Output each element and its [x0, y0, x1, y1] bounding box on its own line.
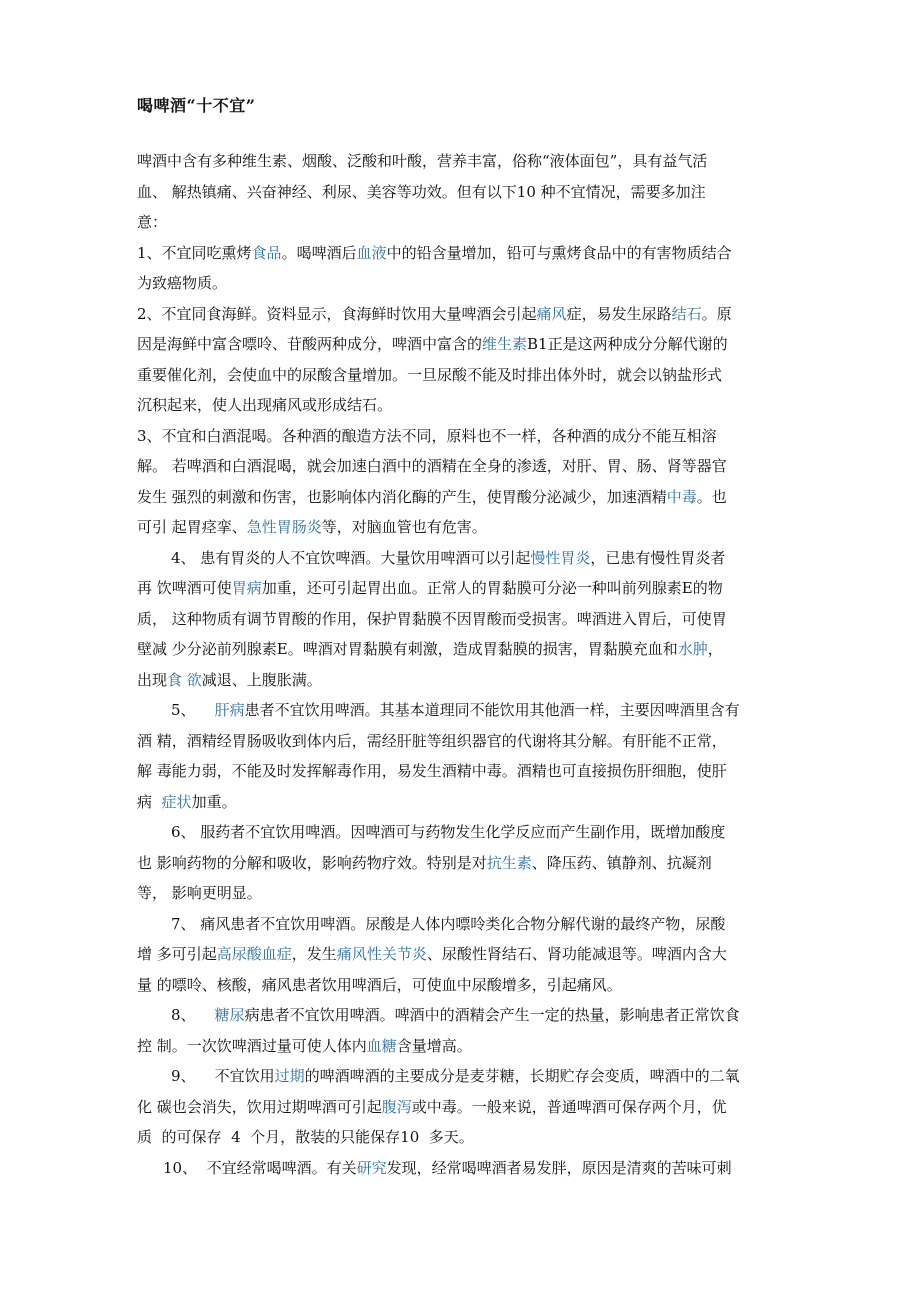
text-line: 6、 服药者不宜饮用啤酒。因啤酒可与药物发生化学反应而产生副作用，既增加酸度 — [171, 823, 726, 841]
item-1 — [137, 238, 797, 299]
text-line — [137, 329, 797, 360]
text-span: 控 制。一次饮啤酒过量可使人体内 — [137, 1036, 367, 1055]
text-span: 加重。 — [191, 792, 237, 811]
keyword-link-blood[interactable]: 血液 — [356, 243, 387, 262]
text-span: 减退、上腹胀满。 — [201, 670, 322, 689]
text-line: 为致癌物质。 — [137, 274, 228, 292]
item-5 — [137, 695, 797, 817]
keyword-link-liver-disease[interactable]: 肝病 — [214, 701, 245, 719]
text-span: 、降压药、镇静剂、抗凝剂 — [531, 853, 712, 872]
text-line: 解。 若啤酒和白酒混喝，就会加速白酒中的酒精在全身的渗透，对肝、胃、肠、肾等器官 — [137, 457, 727, 475]
text-span: 发生 强烈的刺激和伤害，也影响体内消化酶的产生，使胃酸分泌减少，加速酒精 — [137, 487, 667, 506]
text-line: 量 的嘌呤、核酸，痛风患者饮用啤酒后，可使血中尿酸增多，引起痛风。 — [137, 975, 622, 994]
keyword-link-diabetes[interactable]: 糖尿 — [214, 1006, 245, 1024]
text-span: ，已患有慢性胃炎者 — [590, 548, 726, 567]
item-9 — [137, 1061, 797, 1153]
keyword-link-diarrhea[interactable]: 腹泻 — [381, 1097, 412, 1116]
item-2 — [137, 299, 797, 421]
text-line: 7、 痛风患者不宜饮用啤酒。尿酸是人体内嘌呤类化合物分解代谢的最终产物，尿酸 — [171, 914, 726, 933]
keyword-link-gout[interactable]: 痛风 — [536, 304, 567, 323]
keyword-link-appetite[interactable]: 食 欲 — [167, 670, 202, 689]
item-8 — [137, 1000, 797, 1061]
text-span: 9、 不宜饮用 — [171, 1067, 275, 1085]
text-line — [137, 543, 797, 574]
text-span: 10、 不宜经常喝啤酒。有关 — [163, 1158, 357, 1177]
text-span: 患者不宜饮用啤酒。其基本道理同不能饮用其他酒一样，主要因啤酒里含有 — [244, 701, 740, 719]
text-span: 因是海鲜中富含嘌呤、苷酸两种成分，啤酒中富含的 — [137, 335, 483, 353]
text-span: 。也 — [696, 487, 727, 506]
document-body — [137, 146, 797, 1183]
item-6 — [137, 817, 797, 909]
text-line: 重要催化剂，会使血中的尿酸含量增加。一旦尿酸不能及时排出体外时，就会以钠盐形式 — [137, 365, 723, 384]
text-line: 意： — [137, 213, 168, 231]
keyword-link-symptom[interactable]: 症状 — [161, 792, 192, 811]
text-line — [137, 1061, 797, 1092]
text-span: 的啤酒啤酒的主要成分是麦芽糖，长期贮存会变质，啤酒中的二氧 — [304, 1067, 740, 1085]
item-4 — [137, 543, 797, 696]
text-line — [137, 299, 797, 330]
text-line — [137, 848, 797, 879]
keyword-link-poisoning[interactable]: 中毒 — [666, 487, 697, 506]
text-line: 血、 解热镇痛、兴奋神经、利尿、美容等功效。但有以下10 种不宜情况，需要多加注 — [137, 182, 706, 201]
text-span: 4、 患有胃炎的人不宜饮啤酒。大量饮用啤酒可以引起 — [171, 548, 531, 567]
keyword-link-gastroenteritis[interactable]: 急性胃肠炎 — [246, 518, 322, 536]
text-span: 再 饮啤酒可使 — [137, 579, 232, 597]
text-span: 1、不宜同吃熏烤 — [137, 243, 252, 262]
text-line — [137, 787, 797, 818]
text-span: 2、不宜同食海鲜。资料显示，食海鲜时饮用大量啤酒会引起 — [137, 304, 537, 323]
keyword-link-blood-sugar[interactable]: 血糖 — [366, 1036, 397, 1055]
text-line — [137, 1153, 797, 1184]
text-span: 、尿酸性肾结石、肾功能减退等。啤酒内含大 — [426, 945, 727, 963]
text-span: 也 影响药物的分解和吸收，影响药物疗效。特别是对 — [137, 853, 487, 872]
item-3 — [137, 421, 797, 543]
text-span: 出现 — [137, 670, 168, 689]
text-span: 增 多可引起 — [137, 945, 217, 963]
keyword-link-stone[interactable]: 结石 — [671, 304, 702, 323]
text-line: 酒 精，酒精经胃肠吸收到体内后，需经肝脏等组织器官的代谢将其分解。有肝能不正常， — [137, 731, 727, 750]
keyword-link-vitamin[interactable]: 维生素 — [482, 335, 528, 353]
text-line — [137, 512, 797, 543]
text-line — [137, 695, 797, 726]
text-span: 症，易发生尿路 — [566, 304, 672, 323]
keyword-link-chronic-gastritis[interactable]: 慢性胃炎 — [530, 548, 591, 567]
item-number: 5、 — [171, 701, 215, 719]
text-span: B1正是这两种成分分解代谢的 — [527, 335, 728, 353]
item-number: 8、 — [171, 1006, 215, 1024]
text-line — [137, 573, 797, 604]
text-span: 。喝啤酒后 — [281, 243, 357, 262]
text-line: 啤酒中含有多种维生素、烟酸、泛酸和叶酸，营养丰富，俗称“液体面包”，具有益气活 — [137, 152, 708, 170]
text-line: 3、不宜和白酒混喝。各种酒的酿造方法不同，原料也不一样，各种酒的成分不能互相溶 — [137, 426, 717, 445]
text-span: 加重，还可引起胃出血。正常人的胃黏膜可分泌一种叫前列腺素E的物 — [261, 579, 723, 597]
text-line — [137, 665, 797, 696]
text-span: 病 — [137, 792, 162, 811]
intro-paragraph — [137, 146, 797, 238]
text-span: 中的铅含量增加，铅可与熏烤食品中的有害物质结合 — [386, 243, 732, 262]
keyword-link-research[interactable]: 研究 — [356, 1158, 387, 1177]
text-span: 发现，经常喝啤酒者易发胖，原因是清爽的苦味可刺 — [386, 1158, 732, 1177]
text-line — [137, 1000, 797, 1031]
text-line — [137, 939, 797, 970]
text-span: 。原 — [701, 304, 732, 323]
text-line: 质， 这种物质有调节胃酸的作用，保护胃黏膜不因胃酸而受损害。啤酒进入胃后，可使胃 — [137, 609, 727, 628]
text-span: 含量增高。 — [396, 1036, 472, 1055]
item-10 — [137, 1153, 797, 1184]
text-line: 沉积起来，使人出现痛风或形成结石。 — [137, 396, 393, 414]
page-title: 喝啤酒“十不宜” — [137, 96, 256, 115]
text-line: 等， 影响更明显。 — [137, 884, 262, 902]
keyword-link-expired[interactable]: 过期 — [274, 1067, 305, 1085]
text-line: 解 毒能力弱，不能及时发挥解毒作用，易发生酒精中毒。酒精也可直接损伤肝细胞，使肝 — [137, 762, 727, 780]
keyword-link-stomach-disease[interactable]: 胃病 — [231, 579, 262, 597]
keyword-link-food[interactable]: 食品 — [251, 243, 282, 262]
text-span: ，发生 — [291, 945, 337, 963]
text-span: 病患者不宜饮用啤酒。啤酒中的酒精会产生一定的热量，影响患者正常饮食 — [244, 1006, 740, 1024]
keyword-link-hyperuricemia[interactable]: 高尿酸血症 — [216, 945, 292, 963]
keyword-link-gouty-arthritis[interactable]: 痛风性关节炎 — [336, 945, 427, 963]
text-span: 壁减 少分泌前列腺素E。啤酒对胃黏膜有刺激，造成胃黏膜的损害，胃黏膜充血和 — [137, 640, 678, 658]
text-span: 等，对脑血管也有危害。 — [321, 518, 487, 536]
keyword-link-edema[interactable]: 水肿 — [677, 640, 708, 658]
text-span: 可引 起胃痉挛、 — [137, 518, 247, 536]
text-span: 化 碳也会消失，饮用过期啤酒可引起 — [137, 1097, 382, 1116]
text-line — [137, 1092, 797, 1123]
text-line — [137, 238, 797, 269]
keyword-link-antibiotic[interactable]: 抗生素 — [486, 853, 532, 872]
text-line: 质 的可保存 4 个月，散装的只能保存10 多天。 — [137, 1128, 474, 1146]
text-line — [137, 1031, 797, 1062]
text-line — [137, 482, 797, 513]
text-line — [137, 634, 797, 665]
text-span: 或中毒。一般来说，普通啤酒可保存两个月，优 — [411, 1097, 727, 1116]
text-span: ， — [707, 640, 723, 658]
item-7 — [137, 909, 797, 1001]
